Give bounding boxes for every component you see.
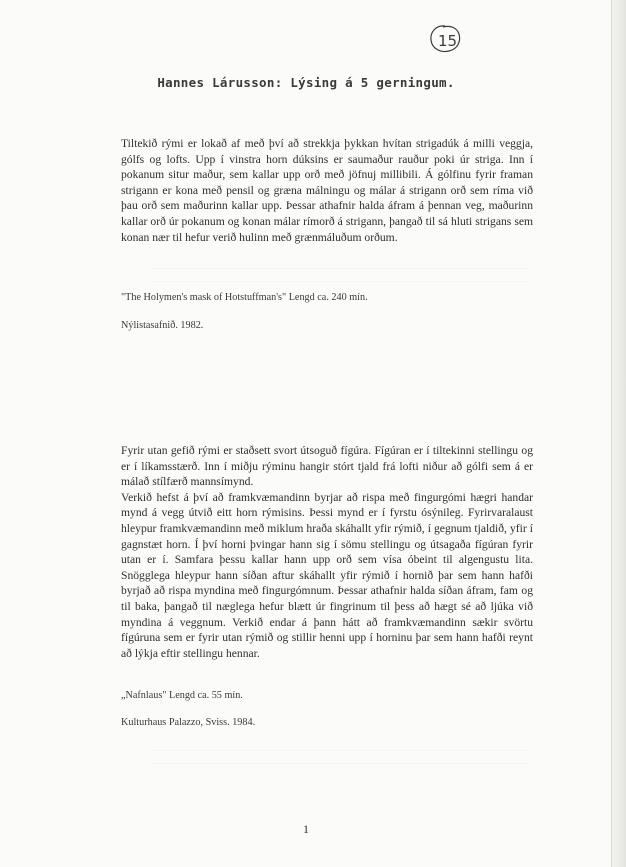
show-through-texture	[150, 268, 530, 282]
work-venue-1: Nýlistasafnið. 1982.	[121, 320, 204, 331]
handwritten-number-text: 15	[438, 32, 458, 50]
page-edge-shadow	[611, 0, 626, 867]
work-venue-2: Kulturhaus Palazzo, Sviss. 1984.	[121, 717, 256, 728]
paragraph-text: Verkið hefst á því að framkvæmandinn byrjar að rispa með fingurgómi hægri handar mynd á vegg útvið eitt horn rýmisins. Þessi mynd er í fyrstu ósýnileg. Fyrirvaralaust hleypur framkvæmandinn með miklum hraða skáhallt yfir rýmið, í gegnum tjaldið, yfir í gagnstæt horn. Í því horni þvingar hann sig í sömu stellingu og útsagaða fígúran fyrir utan er í. Samfara þessu kallar hann upp orð sem vísa óbeint til algengustu lita. Snögglega hleypur hann síðan aftur skáhallt yfir rýmið í hornið þar sem hann hafði byrjað að rispa myndina með fingurgómnum. Þessar athafnir halda síðan áfram, fam og til baka, þangað til næglega hefur blætt úr fingrinum til þess að hægt sé að ljúka við myndina á veggnum. Verkið endar á þann hátt að framkvæmandinn sækir svörtu fígúruna sem er fyrir utan rýmið og stillir henni upp í horninu þar sem hann hafði reynt að lýkja eftir stellingu hennar.	[121, 490, 533, 660]
paragraph-text: Tiltekið rými er lokað af með því að strekkja þykkan hvítan strigadúk á milli veggja, gólfs og lofts. Upp í vinstra horn dúksins er saumaður rauður poki úr striga. Inn í pokanum situr maður, sem kallar upp orð með jöfnuj millibili. Á gólfinu fyrir framan strigann er kona með pensil og græna málningu og málar á strigann orð sem ríma við þau orð sem maðurinn kallar upp. Þessar athafnir halda áfram á þennan veg, maðurinn kallar orð úr pokanum og konan málar rímorð á strigann, þangað til sá hluti strigans sem konan nær til hefur verið hulinn með grænmáluðum orðum.	[121, 137, 533, 244]
page-number: 1	[303, 822, 309, 836]
handwritten-page-number	[428, 24, 462, 54]
work-title-2: „Nafnlaus" Lengd ca. 55 mín.	[121, 690, 243, 701]
description-paragraph-1	[121, 136, 533, 245]
handwritten-circle-icon	[428, 24, 462, 54]
paragraph-text: Fyrir utan gefið rými er staðsett svort útsoguð fígúra. Fígúran er í tiltekinni stellingu og er í líkamsstærð. Inn í miðju rýminu hangir stórt tjald frá lofti niður að gólfi sem á er málað stílfærð mannsímynd.	[121, 444, 533, 489]
work-title-1: "The Holymen's mask of Hotstuffman's" Lengd ca. 240 mín.	[121, 292, 368, 303]
document-title: Hannes Lárusson: Lýsing á 5 gerningum.	[157, 75, 455, 90]
show-through-texture	[150, 750, 530, 764]
description-paragraph-2	[121, 443, 533, 661]
